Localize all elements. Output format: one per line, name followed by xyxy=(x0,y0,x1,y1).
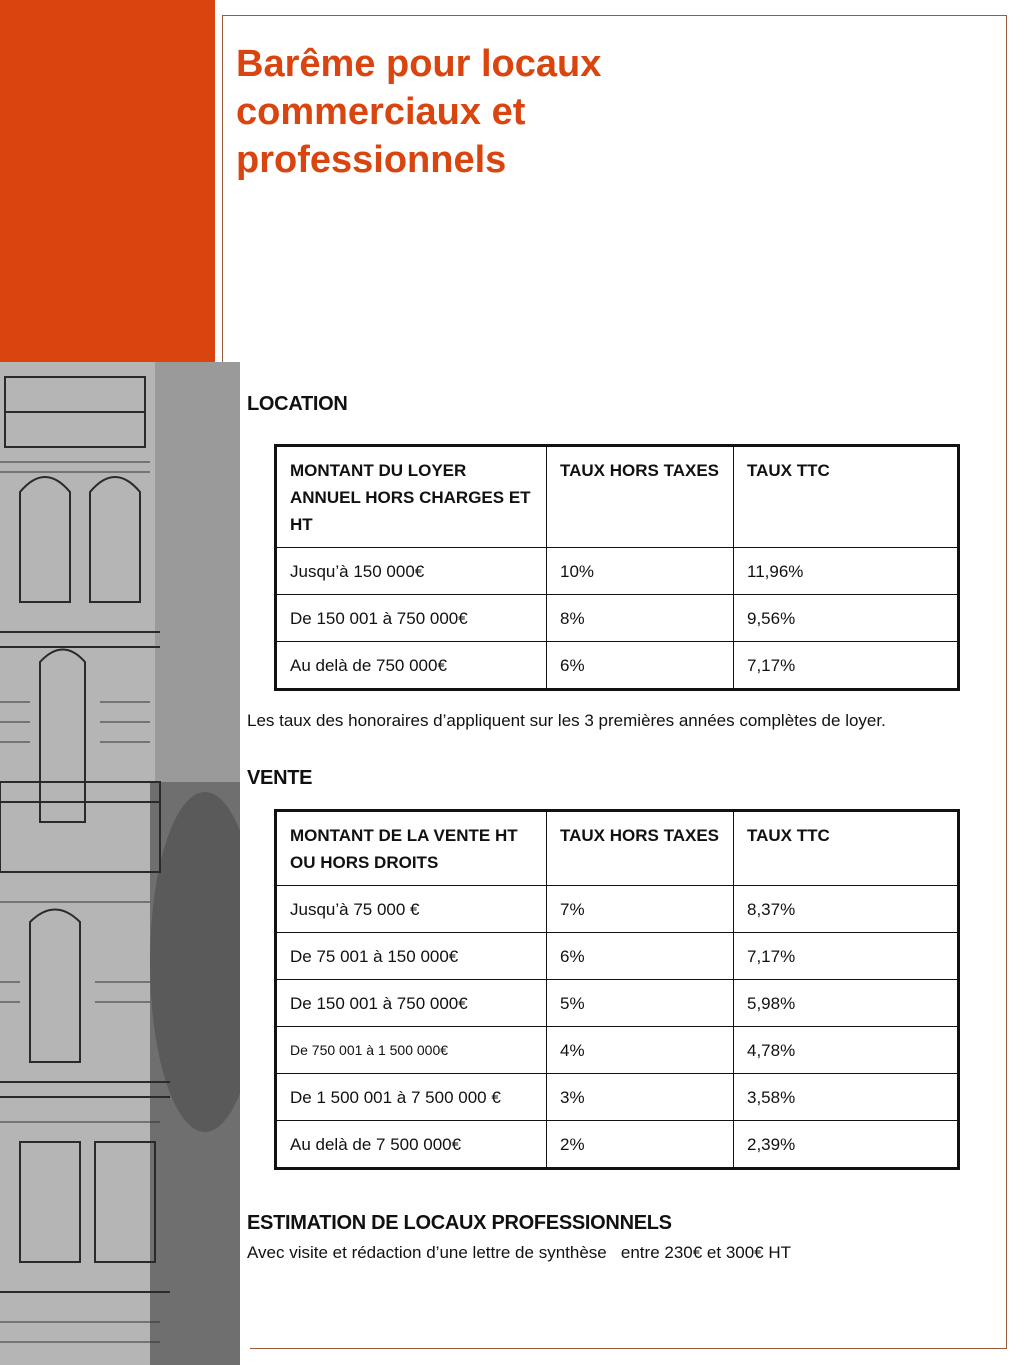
page-title: Barême pour locaux commerciaux et professionnels xyxy=(236,43,602,181)
vente-cell-rate-ht: 7% xyxy=(547,886,734,933)
location-header-rate-ttc: TAUX TTC xyxy=(734,446,959,548)
vente-cell-amount: De 75 001 à 150 000€ xyxy=(276,933,547,980)
vente-cell-amount: De 750 001 à 1 500 000€ xyxy=(276,1027,547,1074)
location-cell-rate-ttc: 7,17% xyxy=(734,642,959,690)
vente-cell-amount: De 150 001 à 750 000€ xyxy=(276,980,547,1027)
location-cell-rate-ht: 6% xyxy=(547,642,734,690)
table-row xyxy=(276,933,959,980)
estimation-heading: ESTIMATION DE LOCAUX PROFESSIONNELS xyxy=(247,1212,672,1234)
vente-cell-amount: Jusqu’à 75 000 € xyxy=(276,886,547,933)
table-row xyxy=(276,1074,959,1121)
frame-line-bottom xyxy=(250,1348,1007,1349)
vente-cell-amount: Au delà de 7 500 000€ xyxy=(276,1121,547,1169)
vente-cell-rate-ht: 5% xyxy=(547,980,734,1027)
estimation-text: Avec visite et rédaction d’une lettre de synthèse entre 230€ et 300€ HT xyxy=(247,1243,792,1262)
table-header-row xyxy=(276,446,959,548)
vente-header-rate-ttc: TAUX TTC xyxy=(734,811,959,886)
vente-cell-rate-ttc: 3,58% xyxy=(734,1074,959,1121)
vente-cell-amount: De 1 500 001 à 7 500 000 € xyxy=(276,1074,547,1121)
location-heading: LOCATION xyxy=(247,393,348,415)
location-cell-rate-ht: 8% xyxy=(547,595,734,642)
vente-rates-table xyxy=(274,809,960,1170)
vente-cell-rate-ht: 4% xyxy=(547,1027,734,1074)
location-cell-rate-ttc: 9,56% xyxy=(734,595,959,642)
vente-heading: VENTE xyxy=(247,767,313,789)
table-row xyxy=(276,886,959,933)
table-row xyxy=(276,1121,959,1169)
vente-header-amount: MONTANT DE LA VENTE HT OU HORS DROITS xyxy=(276,811,547,886)
location-header-rate-ht: TAUX HORS TAXES xyxy=(547,446,734,548)
vente-cell-rate-ttc: 8,37% xyxy=(734,886,959,933)
vente-cell-rate-ht: 3% xyxy=(547,1074,734,1121)
location-note: Les taux des honoraires d’appliquent sur les 3 premières années complètes de loyer. xyxy=(247,711,886,730)
frame-line-left xyxy=(222,15,223,362)
building-facade-illustration xyxy=(0,362,240,1365)
vente-cell-rate-ttc: 2,39% xyxy=(734,1121,959,1169)
table-row xyxy=(276,548,959,595)
vente-cell-rate-ht: 6% xyxy=(547,933,734,980)
table-header-row xyxy=(276,811,959,886)
orange-accent-block xyxy=(0,0,215,362)
frame-line-top xyxy=(222,15,1007,16)
location-cell-rate-ttc: 11,96% xyxy=(734,548,959,595)
location-header-amount: MONTANT DU LOYER ANNUEL HORS CHARGES ET HT xyxy=(276,446,547,548)
vente-header-rate-ht: TAUX HORS TAXES xyxy=(547,811,734,886)
table-row xyxy=(276,642,959,690)
location-cell-amount: Jusqu’à 150 000€ xyxy=(276,548,547,595)
vente-cell-rate-ttc: 4,78% xyxy=(734,1027,959,1074)
location-cell-amount: Au delà de 750 000€ xyxy=(276,642,547,690)
table-row xyxy=(276,980,959,1027)
vente-cell-rate-ht: 2% xyxy=(547,1121,734,1169)
location-cell-rate-ht: 10% xyxy=(547,548,734,595)
location-rates-table xyxy=(274,444,960,691)
table-row xyxy=(276,595,959,642)
location-cell-amount: De 150 001 à 750 000€ xyxy=(276,595,547,642)
vente-cell-rate-ttc: 5,98% xyxy=(734,980,959,1027)
vente-cell-rate-ttc: 7,17% xyxy=(734,933,959,980)
frame-line-right xyxy=(1006,15,1007,1348)
table-row xyxy=(276,1027,959,1074)
